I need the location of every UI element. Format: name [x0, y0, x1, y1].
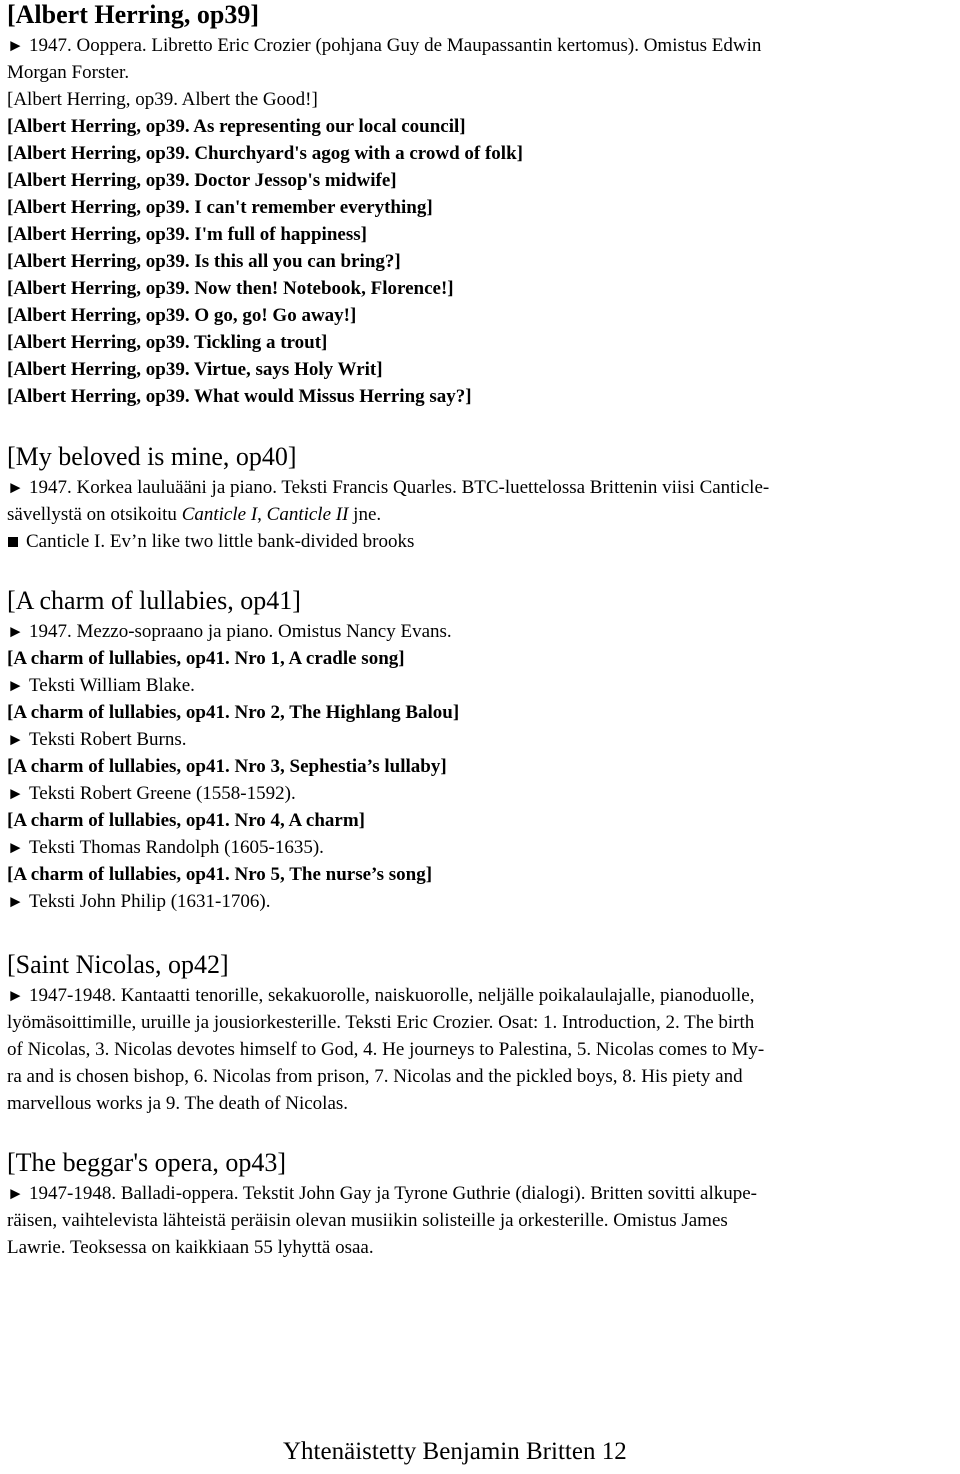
arrow-icon: ►	[7, 892, 24, 911]
list-item-text: ► Teksti William Blake.	[7, 672, 955, 699]
list-item: [Albert Herring, op39. Is this all you can bring?]	[7, 251, 401, 272]
intro-line: Morgan Forster.	[7, 62, 130, 83]
section-beggars-opera	[7, 1148, 955, 1261]
list-item: [Albert Herring, op39. I can't remember everything]	[7, 197, 433, 218]
arrow-icon: ►	[7, 36, 24, 55]
section-heading: [My beloved is mine, op40]	[7, 442, 297, 471]
list-item: [Albert Herring, op39. As representing our local council]	[7, 116, 466, 137]
arrow-icon: ►	[7, 1184, 24, 1203]
arrow-icon: ►	[7, 676, 24, 695]
section-heading: [A charm of lullabies, op41]	[7, 586, 301, 615]
text-line: of Nicolas, 3. Nicolas devotes himself to God, 4. He journeys to Palestina, 5. Nicolas comes to My-	[7, 1039, 765, 1060]
text-line: marvellous works ja 9. The death of Nicolas.	[7, 1093, 349, 1114]
list-item-title: [A charm of lullabies, op41. Nro 5, The nurse’s song]	[7, 864, 433, 885]
list-item-title: [A charm of lullabies, op41. Nro 3, Sephestia’s lullaby]	[7, 756, 447, 777]
intro-line: ► 1947. Ooppera. Libretto Eric Crozier (pohjana Guy de Maupassantin kertomus). Omistus Edwin	[7, 32, 955, 59]
list-item-text: ► Teksti John Philip (1631-1706).	[7, 888, 955, 915]
page-footer: Yhtenäistetty Benjamin Britten 12	[283, 1438, 627, 1465]
arrow-icon: ►	[7, 478, 24, 497]
section-heading: [The beggar's opera, op43]	[7, 1148, 287, 1177]
text-line: ra and is chosen bishop, 6. Nicolas from prison, 7. Nicolas and the pickled boys, 8. His piety and	[7, 1066, 743, 1087]
arrow-icon: ►	[7, 730, 24, 749]
section-albert-herring	[7, 0, 955, 410]
list-item: [Albert Herring, op39. Doctor Jessop's midwife]	[7, 170, 397, 191]
list-item: [Albert Herring, op39. O go, go! Go away!]	[7, 305, 357, 326]
list-item-title: [A charm of lullabies, op41. Nro 2, The Highlang Balou]	[7, 702, 460, 723]
list-item: [Albert Herring, op39. What would Missus Herring say?]	[7, 386, 472, 407]
list-item: [Albert Herring, op39. Now then! Notebook, Florence!]	[7, 278, 454, 299]
list-item: [Albert Herring, op39. Churchyard's agog with a crowd of folk]	[7, 143, 523, 164]
text-line: lyömäsoittimille, uruille ja jousiorkesterille. Teksti Eric Crozier. Osat: 1. Introduction, 2. The birth	[7, 1012, 755, 1033]
list-item: [Albert Herring, op39. Albert the Good!]	[7, 89, 318, 110]
list-item: [Albert Herring, op39. Tickling a trout]	[7, 332, 328, 353]
section-charm-of-lullabies	[7, 586, 955, 915]
bullet-item: Canticle I. Ev’n like two little bank-divided brooks	[7, 528, 955, 555]
text-line: ► 1947-1948. Kantaatti tenorille, sekakuorolle, naiskuorolle, neljälle poikalaulajalle, pianoduolle,	[7, 982, 955, 1009]
item-list	[7, 645, 955, 915]
section-my-beloved	[7, 442, 955, 555]
intro-line: ► 1947. Korkea lauluääni ja piano. Teksti Francis Quarles. BTC-luettelossa Brittenin viisi Canticle-	[7, 474, 955, 501]
section-heading: [Saint Nicolas, op42]	[7, 950, 229, 979]
list-item-text: ► Teksti Robert Greene (1558-1592).	[7, 780, 955, 807]
item-list	[7, 86, 955, 410]
text-line: räisen, vaihtelevista lähteistä peräisin olevan musiikin solisteille ja orkesterille. Omistus James	[7, 1210, 728, 1231]
arrow-icon: ►	[7, 622, 24, 641]
text-line: Lawrie. Teoksessa on kaikkiaan 55 lyhyttä osaa.	[7, 1237, 374, 1258]
list-item-text: ► Teksti Robert Burns.	[7, 726, 955, 753]
text-line: ► 1947-1948. Balladi-oppera. Tekstit John Gay ja Tyrone Guthrie (dialogi). Britten sovitti alkupe-	[7, 1180, 955, 1207]
list-item-title: [A charm of lullabies, op41. Nro 4, A charm]	[7, 810, 366, 831]
list-item-text: ► Teksti Thomas Randolph (1605-1635).	[7, 834, 955, 861]
arrow-icon: ►	[7, 986, 24, 1005]
section-saint-nicolas	[7, 950, 955, 1117]
arrow-icon: ►	[7, 784, 24, 803]
square-bullet-icon	[8, 537, 18, 547]
arrow-icon: ►	[7, 838, 24, 857]
list-item: [Albert Herring, op39. I'm full of happiness]	[7, 224, 367, 245]
list-item-title: [A charm of lullabies, op41. Nro 1, A cradle song]	[7, 648, 405, 669]
list-item: [Albert Herring, op39. Virtue, says Holy Writ]	[7, 359, 383, 380]
intro-line: sävellystä on otsikoitu Canticle I, Canticle II jne.	[7, 504, 382, 525]
intro-line: ► 1947. Mezzo-sopraano ja piano. Omistus Nancy Evans.	[7, 618, 955, 645]
section-heading: [Albert Herring, op39]	[7, 0, 260, 29]
